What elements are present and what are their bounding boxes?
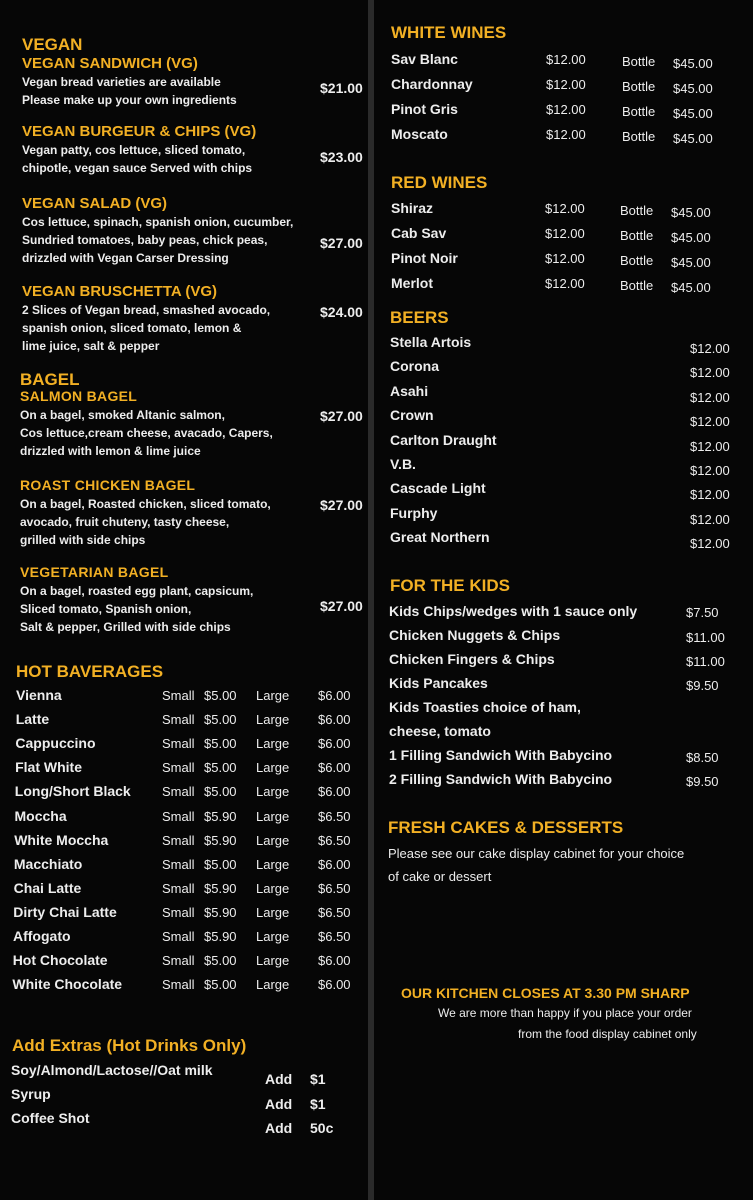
kitchen-closing-notice: OUR KITCHEN CLOSES AT 3.30 PM SHARP <box>401 985 690 1001</box>
kids-item-name: Kids Pancakes <box>389 675 488 691</box>
beverage-name: White Moccha <box>14 831 109 848</box>
vegan-item-name: VEGAN BRUSCHETTA (VG) <box>22 283 217 300</box>
bagel-item-name: SALMON BAGEL <box>20 388 138 404</box>
vegan-item-description: Please make up your own ingredients <box>22 93 237 107</box>
white-wine-glass-price: $12.00 <box>546 127 586 142</box>
order-notice: We are more than happy if you place your order <box>438 1006 692 1020</box>
bagel-item-description: avocado, fruit chuteny, tasty cheese, <box>20 515 230 529</box>
beverage-small-price: $5.90 <box>204 929 237 944</box>
left-menu-panel <box>0 0 368 1200</box>
beverage-small-price: $5.90 <box>204 880 237 896</box>
bagel-item-price: $27.00 <box>320 497 363 513</box>
kids-item-name: Chicken Nuggets & Chips <box>389 627 561 643</box>
red-wine-bottle-price: $45.00 <box>671 280 711 295</box>
white-wine-glass-price: $12.00 <box>546 102 586 117</box>
beer-price: $12.00 <box>690 487 730 503</box>
bagel-item-description: grilled with side chips <box>20 533 146 547</box>
bagel-item-description: Cos lettuce,cream cheese, avacado, Capers, <box>20 426 273 440</box>
beverage-large-label: Large <box>256 977 290 993</box>
beverage-name: Chai Latte <box>13 879 82 896</box>
bagel-section-title: BAGEL <box>20 370 80 389</box>
beer-name: Crown <box>390 407 434 424</box>
white-wine-name: Sav Blanc <box>391 51 458 67</box>
bagel-item-description: On a bagel, roasted egg plant, capsicum, <box>20 584 254 598</box>
red-wine-name: Pinot Noir <box>391 250 458 266</box>
beverage-small-price: $5.00 <box>204 784 237 800</box>
beverage-name: White Chocolate <box>12 976 123 993</box>
bagel-item-description: drizzled with lemon & lime juice <box>20 444 201 458</box>
beverage-small-price: $5.00 <box>204 688 237 703</box>
beverage-large-label: Large <box>256 760 290 776</box>
beverage-small-price: $5.00 <box>204 953 237 969</box>
extra-add-label: Add <box>265 1120 293 1136</box>
beer-price: $12.00 <box>690 463 730 478</box>
beer-price: $12.00 <box>690 536 730 552</box>
vegan-section-title: VEGAN <box>22 35 83 54</box>
kids-item-name: 2 Filling Sandwich With Babycino <box>389 771 613 787</box>
white-wine-bottle-price: $45.00 <box>673 81 713 96</box>
beverage-name: Long/Short Black <box>14 783 131 800</box>
extra-add-label: Add <box>265 1096 293 1112</box>
kids-item-price: $9.50 <box>686 774 719 789</box>
beverage-small-label: Small <box>162 688 195 703</box>
beverage-small-label: Small <box>162 808 195 824</box>
bagel-item-description: Sliced tomato, Spanish onion, <box>20 602 192 616</box>
kids-section-title: FOR THE KIDS <box>390 576 510 595</box>
bagel-item-description: On a bagel, Roasted chicken, sliced tomato, <box>20 497 271 511</box>
vegan-item-description: Vegan bread varieties are available <box>22 75 221 89</box>
kids-item-price: $11.00 <box>686 630 725 645</box>
white-wine-glass-price: $12.00 <box>546 52 586 67</box>
white-wine-glass-price: $12.00 <box>546 77 586 92</box>
vegan-item-description: chipotle, vegan sauce Served with chips <box>22 161 253 175</box>
vegan-item-name: VEGAN SALAD (VG) <box>22 195 168 212</box>
vegan-item-price: $24.00 <box>320 304 363 320</box>
beer-name: Great Northern <box>390 529 490 546</box>
beverage-small-price: $5.00 <box>204 856 237 872</box>
beverage-small-label: Small <box>162 832 195 848</box>
bagel-item-name: VEGETARIAN BAGEL <box>20 564 169 580</box>
kids-item-price: $11.00 <box>686 654 725 669</box>
vegan-item-price: $23.00 <box>320 149 363 165</box>
red-wine-bottle-label: Bottle <box>620 203 654 218</box>
beverage-large-price: $6.00 <box>318 712 351 728</box>
beverage-large-price: $6.50 <box>318 904 351 920</box>
beverage-name: Moccha <box>14 807 67 824</box>
beverage-small-label: Small <box>162 977 195 993</box>
white-wines-section-title: WHITE WINES <box>391 23 507 42</box>
bagel-item-price: $27.00 <box>320 408 363 424</box>
beverage-large-price: $6.00 <box>318 953 351 969</box>
beverage-small-price: $5.00 <box>204 736 237 752</box>
vegan-item-description: lime juice, salt & pepper <box>22 339 160 353</box>
beverage-name: Affogato <box>13 928 71 944</box>
cakes-description: of cake or dessert <box>388 869 492 884</box>
beverage-small-price: $5.90 <box>204 904 237 920</box>
beverage-large-price: $6.00 <box>318 977 351 993</box>
beverage-large-label: Large <box>256 953 290 969</box>
beverage-large-price: $6.00 <box>318 856 351 872</box>
beverage-large-label: Large <box>256 784 290 800</box>
extra-name: Coffee Shot <box>11 1110 90 1126</box>
vegan-item-name: VEGAN SANDWICH (VG) <box>22 55 198 72</box>
beverage-small-label: Small <box>162 736 195 752</box>
beverage-large-label: Large <box>256 880 290 896</box>
white-wine-bottle-price: $45.00 <box>673 56 713 71</box>
beer-price: $12.00 <box>690 511 730 527</box>
beverage-large-price: $6.00 <box>318 784 351 800</box>
cakes-description: Please see our cake display cabinet for your choice <box>388 846 685 861</box>
extra-price: $1 <box>310 1071 326 1087</box>
red-wine-bottle-label: Bottle <box>620 228 654 243</box>
beverage-name: Macchiato <box>13 855 83 872</box>
extra-name: Syrup <box>11 1086 51 1102</box>
beer-price: $12.00 <box>690 414 730 430</box>
vegan-item-description: 2 Slices of Vegan bread, smashed avocado, <box>22 303 271 317</box>
beverage-large-label: Large <box>256 712 290 728</box>
beverage-large-label: Large <box>256 688 290 703</box>
beverage-name: Hot Chocolate <box>12 952 108 969</box>
white-wine-bottle-price: $45.00 <box>673 131 713 146</box>
bagel-item-description: On a bagel, smoked Altanic salmon, <box>20 408 225 422</box>
red-wine-bottle-price: $45.00 <box>671 255 711 270</box>
beverage-name: Flat White <box>15 759 82 776</box>
vegan-item-name: VEGAN BURGEUR & CHIPS (VG) <box>22 123 257 140</box>
red-wines-section-title: RED WINES <box>391 173 488 192</box>
extra-name: Soy/Almond/Lactose//Oat milk <box>11 1062 213 1078</box>
beer-name: Asahi <box>390 382 429 399</box>
hot-beverages-section-title: HOT BAVERAGES <box>16 662 164 681</box>
bagel-item-description: Salt & pepper, Grilled with side chips <box>20 620 231 634</box>
beverage-small-label: Small <box>162 712 195 728</box>
red-wine-name: Merlot <box>391 275 433 291</box>
kids-item-name: cheese, tomato <box>389 723 491 739</box>
beverage-large-label: Large <box>256 808 290 824</box>
beverage-name: Latte <box>15 711 50 728</box>
bagel-item-price: $27.00 <box>320 598 363 614</box>
beer-price: $12.00 <box>690 389 730 405</box>
extra-price: $1 <box>310 1096 326 1112</box>
beer-name: Carlton Draught <box>390 431 497 448</box>
white-wine-bottle-label: Bottle <box>622 104 656 119</box>
kids-item-price: $8.50 <box>686 750 719 765</box>
vegan-item-description: Cos lettuce, spinach, spanish onion, cucumber, <box>22 215 294 229</box>
beer-name: Stella Artois <box>390 334 472 350</box>
vegan-item-price: $21.00 <box>320 80 363 96</box>
white-wine-bottle-label: Bottle <box>622 79 656 94</box>
kids-item-price: $9.50 <box>686 678 719 693</box>
beverage-large-price: $6.00 <box>318 736 351 752</box>
red-wine-bottle-label: Bottle <box>620 253 654 268</box>
beverage-large-label: Large <box>256 904 290 920</box>
beer-name: V.B. <box>390 456 416 472</box>
beverage-name: Cappuccino <box>15 735 96 752</box>
white-wine-bottle-label: Bottle <box>622 129 656 144</box>
red-wine-name: Shiraz <box>391 200 434 216</box>
right-menu-panel <box>374 0 753 1200</box>
red-wine-name: Cab Sav <box>391 225 447 241</box>
beer-name: Cascade Light <box>390 480 486 497</box>
red-wine-glass-price: $12.00 <box>545 201 585 216</box>
beverage-small-label: Small <box>162 880 195 896</box>
vegan-item-description: spanish onion, sliced tomato, lemon & <box>22 321 242 335</box>
beer-price: $12.00 <box>690 438 730 454</box>
vegan-item-description: Vegan patty, cos lettuce, sliced tomato, <box>22 143 246 157</box>
beverage-name: Dirty Chai Latte <box>13 903 117 920</box>
white-wine-bottle-label: Bottle <box>622 54 656 69</box>
beverage-name: Vienna <box>16 687 62 703</box>
beverage-small-price: $5.90 <box>204 808 237 824</box>
red-wine-glass-price: $12.00 <box>545 276 585 291</box>
red-wine-bottle-price: $45.00 <box>671 230 711 245</box>
kids-item-name: Chicken Fingers & Chips <box>389 651 555 667</box>
order-notice: from the food display cabinet only <box>518 1027 697 1041</box>
cakes-section-title: FRESH CAKES & DESSERTS <box>388 818 624 837</box>
beverage-small-price: $5.00 <box>204 760 237 776</box>
extras-section-title: Add Extras (Hot Drinks Only) <box>12 1036 247 1055</box>
red-wine-bottle-price: $45.00 <box>671 205 711 220</box>
beverage-large-label: Large <box>256 856 290 872</box>
extra-add-label: Add <box>265 1071 293 1087</box>
beverage-large-price: $6.50 <box>318 880 351 896</box>
extra-price: 50c <box>310 1120 334 1136</box>
beverage-small-label: Small <box>162 953 195 969</box>
beverage-large-price: $6.50 <box>318 929 351 944</box>
beer-price: $12.00 <box>690 341 730 356</box>
beverage-large-price: $6.50 <box>318 808 351 824</box>
beverage-small-price: $5.00 <box>204 712 237 728</box>
beer-name: Furphy <box>390 504 438 521</box>
vegan-item-price: $27.00 <box>320 235 363 251</box>
beverage-large-label: Large <box>256 832 290 848</box>
beer-name: Corona <box>390 358 439 375</box>
beverage-large-label: Large <box>256 736 290 752</box>
white-wine-name: Chardonnay <box>391 76 473 92</box>
white-wine-name: Pinot Gris <box>391 101 458 117</box>
beverage-large-price: $6.00 <box>318 760 351 776</box>
bagel-item-name: ROAST CHICKEN BAGEL <box>20 477 196 493</box>
beer-price: $12.00 <box>690 365 730 381</box>
beverage-small-label: Small <box>162 904 195 920</box>
kids-item-price: $7.50 <box>686 605 719 620</box>
white-wine-bottle-price: $45.00 <box>673 106 713 121</box>
vegan-item-description: drizzled with Vegan Carser Dressing <box>22 251 229 265</box>
kids-item-name: Kids Toasties choice of ham, <box>389 699 581 715</box>
beverage-small-price: $5.90 <box>204 832 237 848</box>
beers-section-title: BEERS <box>390 308 449 327</box>
vegan-item-description: Sundried tomatoes, baby peas, chick peas, <box>22 233 268 247</box>
white-wine-name: Moscato <box>391 126 448 142</box>
beverage-large-price: $6.50 <box>318 832 351 848</box>
red-wine-bottle-label: Bottle <box>620 278 654 293</box>
beverage-large-price: $6.00 <box>318 688 351 703</box>
beverage-large-label: Large <box>256 929 290 944</box>
red-wine-glass-price: $12.00 <box>545 251 585 266</box>
beverage-small-label: Small <box>162 856 195 872</box>
kids-item-name: Kids Chips/wedges with 1 sauce only <box>389 603 638 619</box>
beverage-small-price: $5.00 <box>204 977 237 993</box>
kids-item-name: 1 Filling Sandwich With Babycino <box>389 747 613 763</box>
beverage-small-label: Small <box>162 784 195 800</box>
beverage-small-label: Small <box>162 929 195 944</box>
red-wine-glass-price: $12.00 <box>545 226 585 241</box>
beverage-small-label: Small <box>162 760 195 776</box>
